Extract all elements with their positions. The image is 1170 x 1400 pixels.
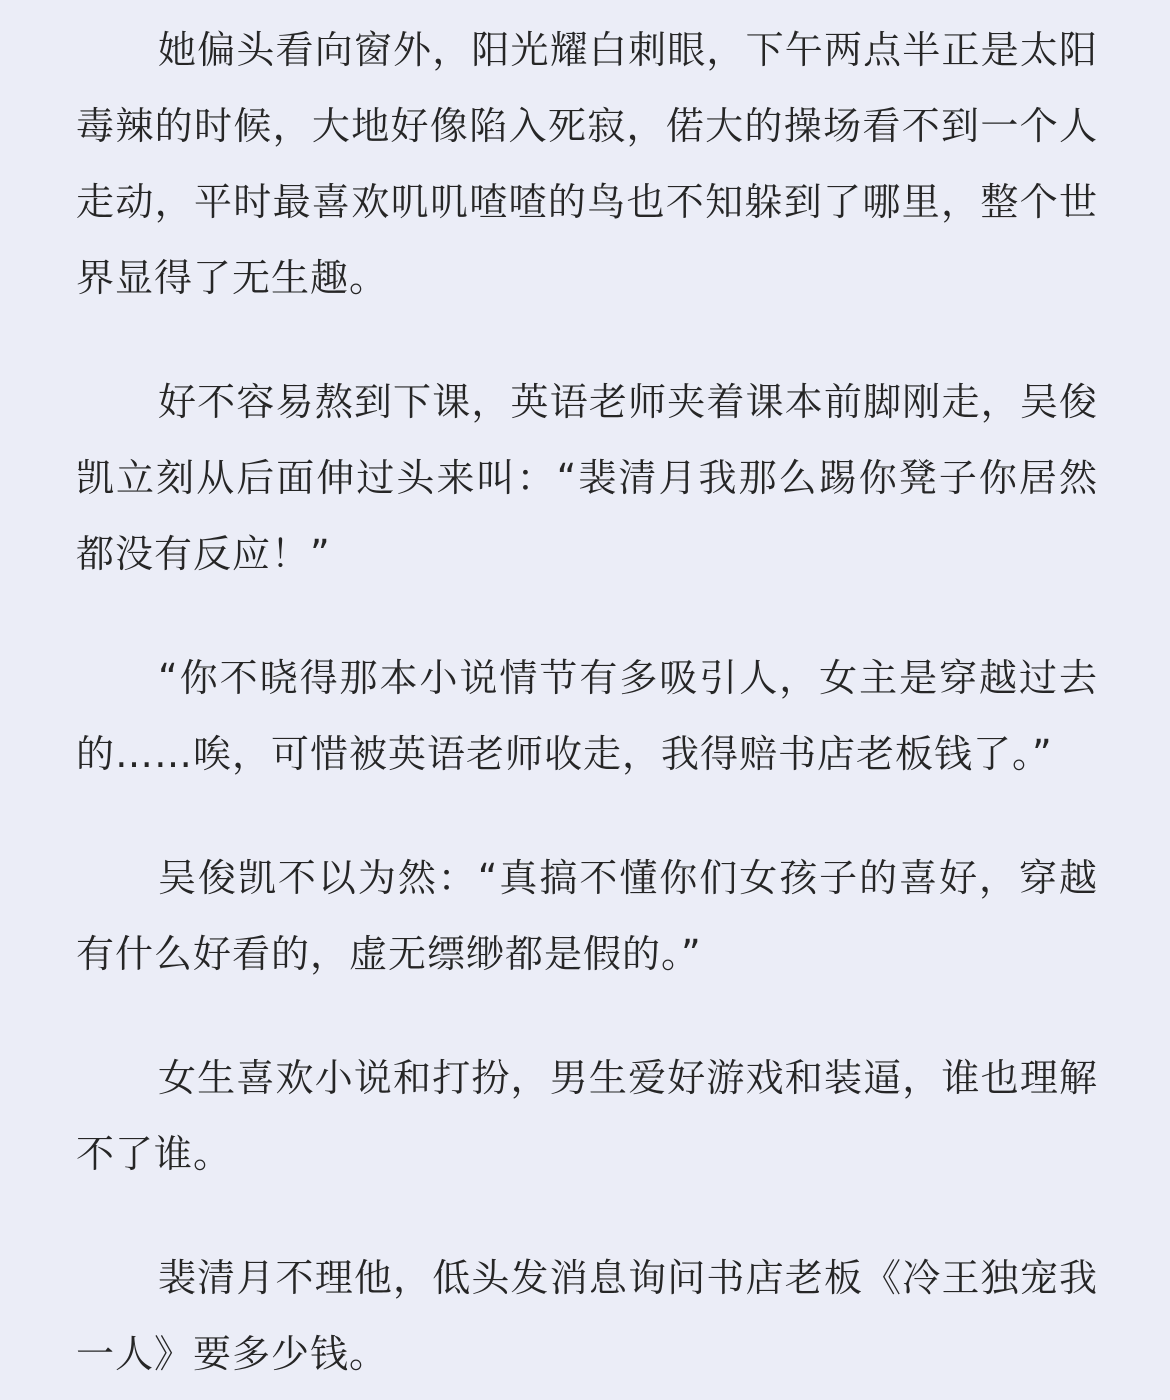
paragraph: 好不容易熬到下课，英语老师夹着课本前脚刚走，吴俊凯立刻从后面伸过头来叫：“裴清月我那么踢你凳子你居然都没有反应！” (76, 380, 1098, 576)
paragraph: 裴清月不理他，低头发消息询问书店老板《冷王独宠我一人》要多少钱。 (76, 1256, 1098, 1376)
paragraph: 吴俊凯不以为然：“真搞不懂你们女孩子的喜好，穿越有什么好看的，虚无缥缈都是假的。” (76, 856, 1098, 976)
paragraph: 她偏头看向窗外，阳光耀白刺眼，下午两点半正是太阳毒辣的时候，大地好像陷入死寂，偌大的操场看不到一个人走动，平时最喜欢叽叽喳喳的鸟也不知躲到了哪里，整个世界显得了无生趣。 (76, 28, 1098, 300)
paragraph: “你不晓得那本小说情节有多吸引人，女主是穿越过去的……唉，可惜被英语老师收走，我得赔书店老板钱了。” (76, 656, 1098, 776)
paragraph: 女生喜欢小说和打扮，男生爱好游戏和装逼，谁也理解不了谁。 (76, 1056, 1098, 1176)
